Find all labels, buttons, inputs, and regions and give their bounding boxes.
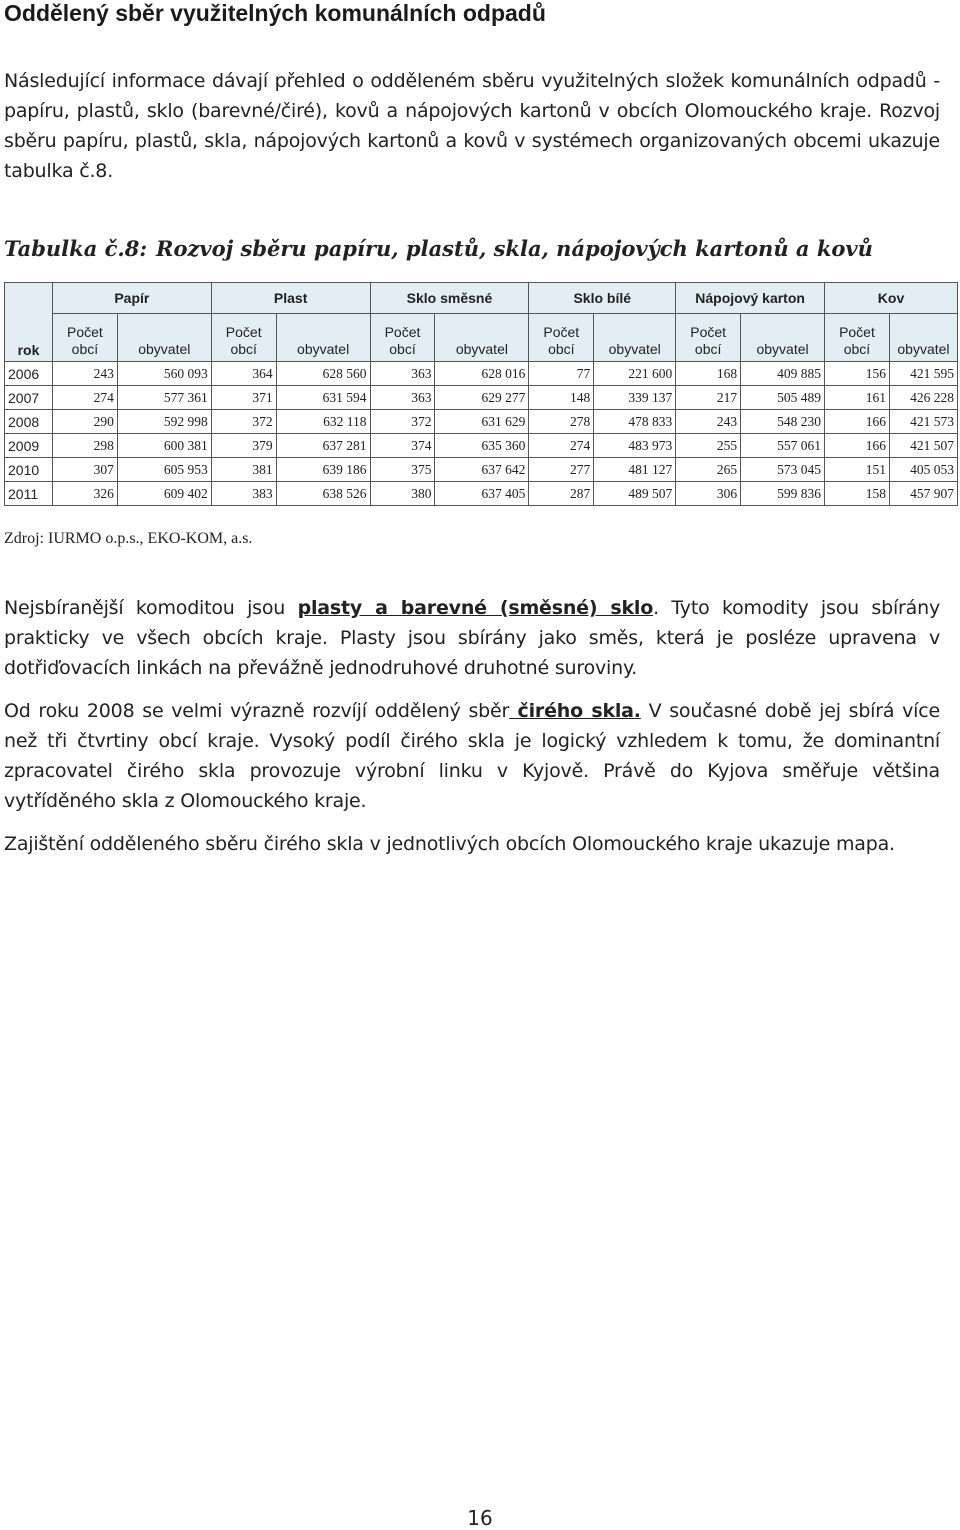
population-cell: 426 228 <box>889 386 957 410</box>
count-cell: 274 <box>52 386 117 410</box>
population-header: obyvatel <box>889 314 957 362</box>
count-cell: 375 <box>370 458 435 482</box>
population-cell: 457 907 <box>889 482 957 506</box>
population-cell: 629 277 <box>435 386 529 410</box>
population-cell: 600 381 <box>117 434 211 458</box>
count-cell: 278 <box>529 410 594 434</box>
count-cell: 307 <box>52 458 117 482</box>
population-cell: 605 953 <box>117 458 211 482</box>
population-cell: 599 836 <box>741 482 825 506</box>
population-header: obyvatel <box>594 314 676 362</box>
population-cell: 409 885 <box>741 362 825 386</box>
population-cell: 548 230 <box>741 410 825 434</box>
page-number: 16 <box>467 1506 493 1530</box>
population-cell: 637 642 <box>435 458 529 482</box>
population-cell: 637 405 <box>435 482 529 506</box>
paragraph-plastics <box>4 593 940 683</box>
count-cell: 326 <box>52 482 117 506</box>
count-header: Počet obcí <box>676 314 741 362</box>
population-cell: 632 118 <box>276 410 370 434</box>
population-header: obyvatel <box>741 314 825 362</box>
population-cell: 635 360 <box>435 434 529 458</box>
population-cell: 631 629 <box>435 410 529 434</box>
count-cell: 364 <box>211 362 276 386</box>
count-cell: 372 <box>211 410 276 434</box>
group-header: Nápojový karton <box>676 283 825 314</box>
count-cell: 156 <box>825 362 890 386</box>
count-cell: 380 <box>370 482 435 506</box>
population-cell: 592 998 <box>117 410 211 434</box>
population-cell: 631 594 <box>276 386 370 410</box>
count-cell: 161 <box>825 386 890 410</box>
population-cell: 577 361 <box>117 386 211 410</box>
count-cell: 243 <box>52 362 117 386</box>
population-cell: 339 137 <box>594 386 676 410</box>
p2-before: Od roku 2008 se velmi výrazně rozvíjí oddělený sběr <box>4 700 510 722</box>
population-header: obyvatel <box>435 314 529 362</box>
count-cell: 287 <box>529 482 594 506</box>
count-cell: 166 <box>825 410 890 434</box>
p1-after: . Tyto komodity jsou sbírány prakticky ve všech obcích kraje. Plasty jsou sbírány jako směs, která je posléze upravena v dotřiďovacích linkách na převážně jednodruhové druhotné suroviny. <box>4 597 941 679</box>
count-header: Počet obcí <box>370 314 435 362</box>
count-cell: 363 <box>370 362 435 386</box>
p1-emphasis: plasty a barevné (směsné) sklo <box>297 597 654 619</box>
count-cell: 306 <box>676 482 741 506</box>
count-cell: 151 <box>825 458 890 482</box>
year-cell: 2009 <box>5 434 53 458</box>
count-cell: 77 <box>529 362 594 386</box>
year-cell: 2007 <box>5 386 53 410</box>
population-cell: 221 600 <box>594 362 676 386</box>
p2-after: V současné době jej sbírá více než tři čtvrtiny obcí kraje. Vysoký podíl čirého skla je logický vzhledem k tomu, že dominantní zpracovatel čirého skla provozuje výrobní linku v Kyjově. Právě do Kyjova směřuje většina vytříděného skla z Olomouckého kraje. <box>4 700 940 812</box>
count-cell: 168 <box>676 362 741 386</box>
p1-before: Nejsbíranější komoditou jsou <box>4 597 298 619</box>
table-caption <box>4 236 873 261</box>
population-cell: 421 573 <box>889 410 957 434</box>
year-cell: 2006 <box>5 362 53 386</box>
count-cell: 277 <box>529 458 594 482</box>
population-cell: 637 281 <box>276 434 370 458</box>
count-cell: 243 <box>676 410 741 434</box>
year-cell: 2011 <box>5 482 53 506</box>
table-source: Zdroj: IURMO o.p.s., EKO-KOM, a.s. <box>4 530 253 547</box>
rok-header: rok <box>5 283 53 362</box>
population-header: obyvatel <box>117 314 211 362</box>
group-header: Kov <box>825 283 958 314</box>
count-cell: 274 <box>529 434 594 458</box>
table-row <box>5 434 958 458</box>
count-cell: 148 <box>529 386 594 410</box>
population-cell: 421 507 <box>889 434 957 458</box>
count-cell: 372 <box>370 410 435 434</box>
table-body <box>5 362 958 506</box>
paragraph-map: Zajištění odděleného sběru čirého skla v jednotlivých obcích Olomouckého kraje ukazuje mapa. <box>4 833 895 855</box>
table-group-header <box>5 283 958 314</box>
count-cell: 265 <box>676 458 741 482</box>
population-cell: 638 526 <box>276 482 370 506</box>
count-cell: 379 <box>211 434 276 458</box>
group-header: Plast <box>211 283 370 314</box>
count-cell: 383 <box>211 482 276 506</box>
population-cell: 481 127 <box>594 458 676 482</box>
population-cell: 573 045 <box>741 458 825 482</box>
page-title: Oddělený sběr využitelných komunálních odpadů <box>4 0 546 26</box>
count-cell: 381 <box>211 458 276 482</box>
population-cell: 421 595 <box>889 362 957 386</box>
population-cell: 483 973 <box>594 434 676 458</box>
group-header: Sklo bílé <box>529 283 676 314</box>
table-sub-header <box>5 314 958 362</box>
population-cell: 405 053 <box>889 458 957 482</box>
population-cell: 478 833 <box>594 410 676 434</box>
count-cell: 371 <box>211 386 276 410</box>
population-cell: 489 507 <box>594 482 676 506</box>
population-header: obyvatel <box>276 314 370 362</box>
table-row <box>5 458 958 482</box>
count-cell: 158 <box>825 482 890 506</box>
population-cell: 505 489 <box>741 386 825 410</box>
p2-emphasis: čirého skla. <box>509 700 641 722</box>
count-header: Počet obcí <box>529 314 594 362</box>
table-row <box>5 410 958 434</box>
count-cell: 374 <box>370 434 435 458</box>
intro-paragraph: Následující informace dávají přehled o odděleném sběru využitelných složek komunálních odpadů - papíru, plastů, sklo (barevné/čiré), kovů a nápojových kartonů v obcích Olomouckého kraje. Rozvoj sběru papíru, plastů, skla, nápojových kartonů a kovů v systémech organizovaných obcemi ukazuje tabulka č.8. <box>4 70 940 182</box>
count-cell: 166 <box>825 434 890 458</box>
table-row <box>5 386 958 410</box>
group-header: Sklo směsné <box>370 283 529 314</box>
count-cell: 363 <box>370 386 435 410</box>
group-header: Papír <box>52 283 211 314</box>
population-cell: 560 093 <box>117 362 211 386</box>
paragraph-clear-glass <box>4 696 940 816</box>
count-cell: 217 <box>676 386 741 410</box>
population-cell: 628 016 <box>435 362 529 386</box>
population-cell: 609 402 <box>117 482 211 506</box>
population-cell: 628 560 <box>276 362 370 386</box>
count-cell: 298 <box>52 434 117 458</box>
table-caption-text: Rozvoj sběru papíru, plastů, skla, nápojových kartonů a kovů <box>156 236 873 261</box>
collection-table <box>4 282 958 506</box>
table-caption-label: Tabulka č.8: <box>4 236 148 261</box>
population-cell: 639 186 <box>276 458 370 482</box>
year-cell: 2008 <box>5 410 53 434</box>
count-header: Počet obcí <box>211 314 276 362</box>
population-cell: 557 061 <box>741 434 825 458</box>
count-cell: 290 <box>52 410 117 434</box>
year-cell: 2010 <box>5 458 53 482</box>
count-cell: 255 <box>676 434 741 458</box>
count-header: Počet obcí <box>52 314 117 362</box>
table-row <box>5 362 958 386</box>
count-header: Počet obcí <box>825 314 890 362</box>
table-row <box>5 482 958 506</box>
